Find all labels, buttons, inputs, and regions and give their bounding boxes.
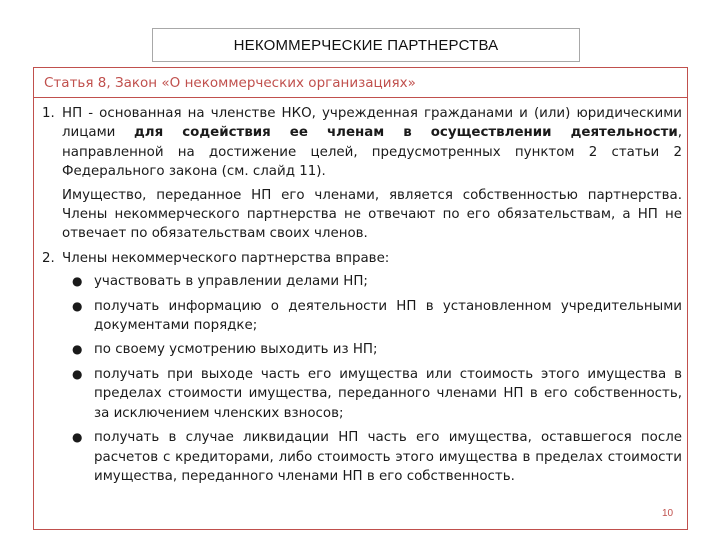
list-item: ● по своему усмотрению выходить из НП; [62,340,682,359]
definition-bold-text: для содействия ее членам в осуществлении деятельности [133,125,678,141]
item-number: 1. [42,106,55,121]
bullet-icon: ● [72,366,83,381]
law-subtitle: Статья 8, Закон «О некоммерческих организациях» [44,75,416,91]
list-item: ● получать информацию о деятельности НП в установленном учредительными документами порядке; [62,297,682,336]
bullet-icon: ● [72,298,83,313]
property-paragraph: Имущество, переданное НП его членами, является собственностью партнерства. Члены некоммерческого партнерства не отвечают по его обязательствам, а НП не отвечает по обязательствам своих членов. [62,187,682,242]
rights-list [62,272,682,486]
list-item: ● получать в случае ликвидации НП часть его имущества, оставшегося после расчетов с кредиторами, либо стоимость этого имущества в пределах стоимости имущества, переданного членами НП в его собственность. [62,428,682,486]
item-text: Члены некоммерческого партнерства вправе: [62,250,390,266]
list-item-2 [42,249,682,268]
definition-text: НП - основанная на членстве НКО, учрежденная гражданами и (или) юридическими лицами [62,106,682,141]
subtitle-divider [33,97,688,98]
list-item: ● участвовать в управлении делами НП; [62,272,682,291]
bullet-icon: ● [72,430,83,445]
bullet-icon: ● [72,342,83,357]
page-number: 10 [662,508,674,519]
slide-body [42,104,682,491]
slide-title-box [152,28,580,62]
item-text [62,104,682,244]
definition-text-end: , направленной на достижение целей, предусмотренных пунктом 2 статьи 2 Федерального закона (см. слайд 11). [62,125,682,180]
list-item: ● получать при выходе часть его имущества или стоимость этого имущества в пределах стоимости имущества, переданного членами НП в его собственность, за исключением членских взносов; [62,365,682,423]
bullet-icon: ● [72,274,83,289]
slide-title: НЕКОММЕРЧЕСКИЕ ПАРТНЕРСТВА [233,36,499,54]
list-item-1 [42,104,682,244]
item-number: 2. [42,250,55,266]
